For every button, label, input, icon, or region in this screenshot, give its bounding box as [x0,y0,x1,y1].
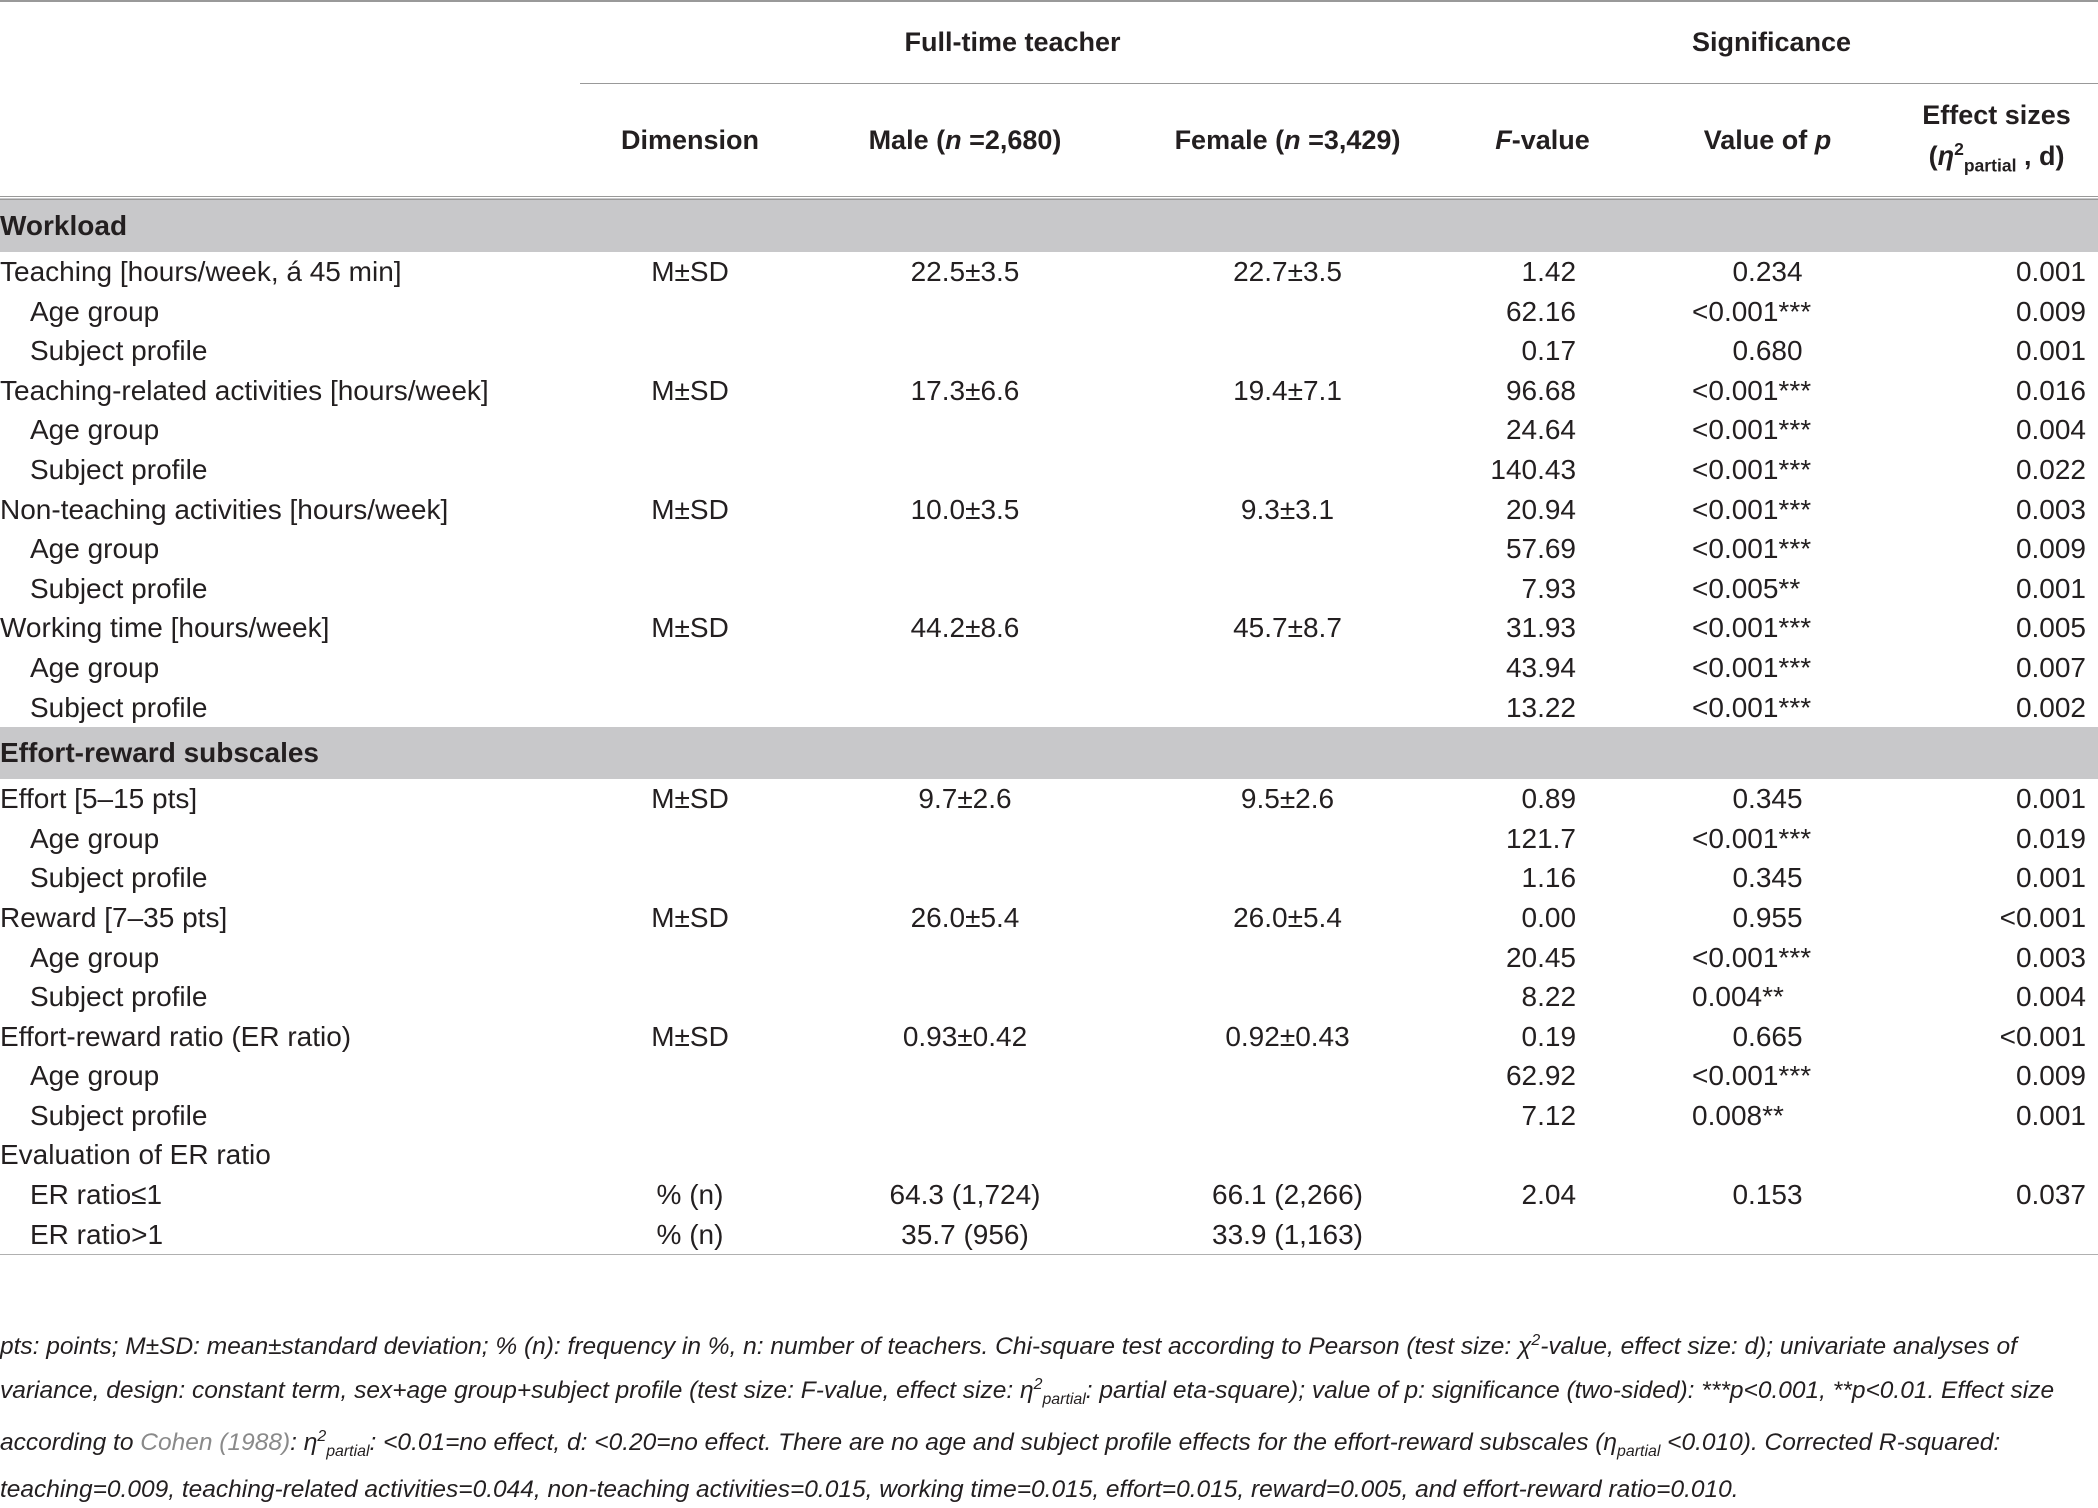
group-header-fulltime: Full-time teacher [580,1,1445,84]
cell-female [1130,450,1445,490]
row-label: Subject profile [30,335,208,367]
cell-male [800,1056,1130,1096]
cell-f-value: 0.89 [1521,783,1577,815]
cell-p-value: <0.001*** [1692,612,1812,644]
table-row [0,1215,2098,1255]
cell-dimension: M±SD [651,1020,729,1052]
cell-p-value: 0.345 [1732,862,1803,894]
col-header-male: Male (n =2,680) [868,124,1062,155]
cell-p-value: <0.001*** [1692,1060,1812,1092]
cell-male: 17.3±6.6 [910,374,1020,406]
cell-dimension [580,858,800,898]
row-label: Non-teaching activities [hours/week] [0,493,449,525]
cell-f-value: 121.7 [1505,822,1577,854]
cell-dimension [580,648,800,688]
cell-male: 64.3 (1,724) [889,1179,1041,1211]
cell-effect-size: 0.009 [2015,295,2087,327]
cell-f-value: 20.94 [1505,493,1577,525]
table-row [0,450,2098,490]
cell-f-value: 62.92 [1505,1060,1577,1092]
table-row [0,490,2098,530]
cell-dimension: M±SD [651,612,729,644]
cell-male [800,819,1130,859]
row-label: Age group [30,651,160,683]
table-row [0,1017,2098,1057]
cell-dimension: M±SD [651,374,729,406]
cell-effect-size: 0.004 [2015,981,2087,1013]
cell-female [1130,977,1445,1017]
cell-p-value: <0.001*** [1692,453,1812,485]
cell-female: 45.7±8.7 [1233,612,1342,644]
cell-male: 26.0±5.4 [910,901,1020,933]
cell-effect-size: 0.001 [2015,862,2087,894]
cell-p-value: <0.005** [1692,572,1801,604]
cell-f-value: 13.22 [1505,691,1577,723]
cell-dimension [580,938,800,978]
cell-effect-size: 0.001 [2015,783,2087,815]
cell-female: 0.92±0.43 [1225,1020,1350,1052]
table-row [0,1175,2098,1215]
cell-female [1130,648,1445,688]
cell-male [800,450,1130,490]
cell-dimension [580,977,800,1017]
cell-f-value: 2.04 [1521,1179,1577,1211]
table-row [0,1135,2098,1175]
table-row [0,898,2098,938]
cell-f-value [1445,1215,1640,1255]
cell-dimension [580,819,800,859]
cell-f-value: 0.17 [1521,335,1577,367]
cell-f-value: 7.12 [1521,1099,1577,1131]
cell-female: 9.5±2.6 [1240,783,1335,815]
cell-female: 9.3±3.1 [1240,493,1335,525]
cell-p-value: 0.153 [1732,1179,1803,1211]
cell-p-value: <0.001*** [1692,493,1812,525]
cell-f-value: 62.16 [1505,295,1577,327]
cell-p-value [1640,1135,1895,1175]
cell-male [800,938,1130,978]
cell-male: 9.7±2.6 [918,783,1012,815]
cell-f-value: 57.69 [1505,533,1577,565]
cell-dimension: M±SD [651,493,729,525]
cell-effect-size: 0.007 [2015,651,2087,683]
cell-f-value: 1.42 [1521,256,1577,287]
cell-effect-size: 0.001 [2015,1099,2087,1131]
row-label: Effort [5–15 pts] [0,783,198,815]
cell-p-value: 0.680 [1732,335,1803,367]
table-row [0,410,2098,450]
cell-male: 44.2±8.6 [910,612,1020,644]
col-header-dimension: Dimension [620,124,760,155]
table-row [0,648,2098,688]
table-footnote: pts: points; M±SD: mean±standard deviation; % (n): frequency in %, n: number of teachers. Chi-square test according to Pearson (test size: $\chi^2$-value, effect size: d); univariate analyses of variance, design: constant term, sex+age group+subject profile (test size: F-value, effect size: $\eta^2_{partial}$: partial eta-square); value of p: significance (two-sided): ***p<0.001, **p<0.01. Effect size according to Cohen (1988): $\eta^2_{partial}$: <0.01=no effect, d: <0.20=no effect. There are no age and subject profile effects for the effort-reward subscales $(\eta_{partial} <0.010)$. Corrected R-squared: teaching=0.009, teaching-related activities=0.044, non-teaching activities=0.015, working time=0.015, effort=0.015, reward=0.005, and effort-reward ratio=0.010. [0,1332,2055,1503]
cell-effect-size [1895,1135,2098,1175]
cell-dimension [580,331,800,371]
cell-male [800,529,1130,569]
cell-effect-size: 0.004 [2015,414,2087,446]
cell-f-value: 7.93 [1521,572,1577,604]
cell-effect-size: 0.037 [2015,1179,2087,1211]
cell-f-value: 8.22 [1521,981,1577,1013]
cell-effect-size: 0.016 [2015,374,2087,406]
cell-effect-size: 0.022 [2015,453,2087,485]
cell-female: 26.0±5.4 [1233,901,1342,933]
cell-p-value: 0.004** [1692,981,1784,1013]
cell-female: 66.1 (2,266) [1212,1179,1363,1211]
col-header-p-value: Value of p [1703,124,1832,155]
citation-link[interactable]: Cohen (1988) [140,1429,291,1457]
cell-male [800,648,1130,688]
cell-effect-size: 0.009 [2015,533,2087,565]
row-label: Subject profile [30,1099,208,1131]
cell-f-value: 0.19 [1521,1020,1577,1052]
cell-male [800,331,1130,371]
cell-dimension [580,569,800,609]
cell-female [1130,819,1445,859]
row-label: Age group [30,941,160,973]
cell-effect-size: 0.003 [2015,941,2087,973]
table-row [0,1056,2098,1096]
cell-female [1130,569,1445,609]
cell-f-value: 20.45 [1505,941,1577,973]
cell-female [1130,858,1445,898]
cell-p-value [1640,1215,1895,1255]
table-row [0,371,2098,411]
cell-p-value: <0.001*** [1692,414,1812,446]
row-label: Age group [30,1060,160,1092]
cell-female [1130,1056,1445,1096]
row-label: Subject profile [30,572,208,604]
cell-p-value: <0.001*** [1692,295,1812,327]
cell-dimension: M±SD [651,901,729,933]
cell-p-value: <0.001*** [1692,533,1812,565]
table-row [0,529,2098,569]
cell-female [1130,688,1445,728]
cell-p-value: <0.001*** [1692,651,1812,683]
table-body [0,198,2098,1255]
header-row-columns [0,84,2098,199]
cell-male [800,1135,1130,1175]
row-label: Subject profile [30,691,208,723]
cell-dimension [580,688,800,728]
section-header [0,727,2098,779]
cell-f-value: 96.68 [1505,374,1577,406]
cell-female [1130,1135,1445,1175]
table-row [0,819,2098,859]
cell-f-value: 140.43 [1490,453,1577,485]
cell-effect-size: 0.019 [2015,822,2087,854]
cell-p-value: <0.001*** [1692,691,1812,723]
cell-f-value: 24.64 [1505,414,1577,446]
row-label: Subject profile [30,453,208,485]
group-header-significance: Significance [1445,1,2098,84]
cell-f-value: 43.94 [1505,651,1577,683]
row-label: ER ratio>1 [30,1218,164,1250]
cell-p-value: 0.234 [1732,256,1803,287]
cell-effect-size: 0.001 [2015,256,2087,287]
row-label: Age group [30,414,160,446]
cell-effect-size: <0.001 [1999,901,2087,933]
cell-female: 19.4±7.1 [1233,374,1342,406]
table-row [0,779,2098,819]
table-row [0,938,2098,978]
cell-p-value: 0.345 [1732,783,1803,815]
cell-dimension: % (n) [656,1218,724,1250]
cell-female [1130,1096,1445,1136]
row-label: Age group [30,822,160,854]
table-row [0,1096,2098,1136]
table-row [0,688,2098,728]
cell-dimension [580,410,800,450]
col-header-effect-sizes: Effect sizes ($\eta^2_{partial}$ , d) [1922,99,2071,176]
cell-p-value: <0.001*** [1692,822,1812,854]
row-label: Subject profile [30,862,208,894]
row-label: Subject profile [30,981,208,1013]
cell-male [800,688,1130,728]
cell-male [800,292,1130,332]
row-label: ER ratio≤1 [30,1179,163,1211]
cell-f-value: 0.00 [1521,901,1577,933]
table-row [0,858,2098,898]
cell-male: 0.93±0.42 [902,1020,1028,1052]
section-header [0,198,2098,252]
table-row [0,331,2098,371]
cell-effect-size: 0.001 [2015,572,2087,604]
table-row [0,292,2098,332]
row-label: Working time [hours/week] [0,612,330,644]
cell-effect-size [1895,1215,2098,1255]
cell-effect-size: 0.002 [2015,691,2087,723]
cell-p-value: 0.008** [1692,1099,1784,1131]
cell-p-value: <0.001*** [1692,941,1812,973]
row-label: Teaching-related activities [hours/week] [0,374,489,406]
cell-dimension [580,1135,800,1175]
cell-female [1130,529,1445,569]
cell-p-value: <0.001*** [1692,374,1812,406]
cell-dimension: % (n) [656,1179,724,1211]
section-title: Workload [0,198,2098,252]
cell-dimension [580,1096,800,1136]
cell-dimension: M±SD [651,256,729,287]
cell-effect-size: 0.001 [2015,335,2087,367]
section-title: Effort-reward subscales [0,727,2098,779]
row-label: Teaching [hours/week, á 45 min] [0,256,402,287]
table-row [0,977,2098,1017]
cell-f-value: 1.16 [1521,862,1577,894]
header-row-groups [0,1,2098,84]
cell-dimension [580,450,800,490]
row-label: Age group [30,533,160,565]
cell-male [800,1096,1130,1136]
col-header-female: Female (n =3,429) [1174,124,1401,155]
row-label: Reward [7–35 pts] [0,901,228,933]
table-row [0,608,2098,648]
cell-female [1130,292,1445,332]
cell-dimension: M±SD [651,783,729,815]
cell-female [1130,938,1445,978]
cell-effect-size: <0.001 [1999,1020,2087,1052]
cell-male [800,569,1130,609]
cell-male [800,977,1130,1017]
cell-female: 33.9 (1,163) [1212,1218,1363,1250]
cell-dimension [580,292,800,332]
col-header-f-value: F-value [1495,124,1590,155]
cell-male: 35.7 (956) [901,1218,1029,1250]
cell-f-value: 31.93 [1505,612,1577,644]
cell-male [800,410,1130,450]
cell-male: 22.5±3.5 [910,256,1020,287]
row-label: Effort-reward ratio (ER ratio) [0,1020,352,1052]
cell-effect-size: 0.009 [2015,1060,2087,1092]
cell-f-value [1445,1135,1640,1175]
cell-female [1130,410,1445,450]
cell-dimension [580,1056,800,1096]
table-row [0,252,2098,292]
cell-p-value: 0.665 [1732,1020,1803,1052]
cell-female [1130,331,1445,371]
cell-dimension [580,529,800,569]
row-label: Age group [30,295,160,327]
cell-p-value: 0.955 [1732,901,1803,933]
cell-female: 22.7±3.5 [1233,256,1342,287]
cell-effect-size: 0.005 [2015,612,2087,644]
row-label: Evaluation of ER ratio [0,1139,271,1171]
cell-male [800,858,1130,898]
table-row [0,569,2098,609]
cell-male: 10.0±3.5 [910,493,1020,525]
cell-effect-size: 0.003 [2015,493,2087,525]
